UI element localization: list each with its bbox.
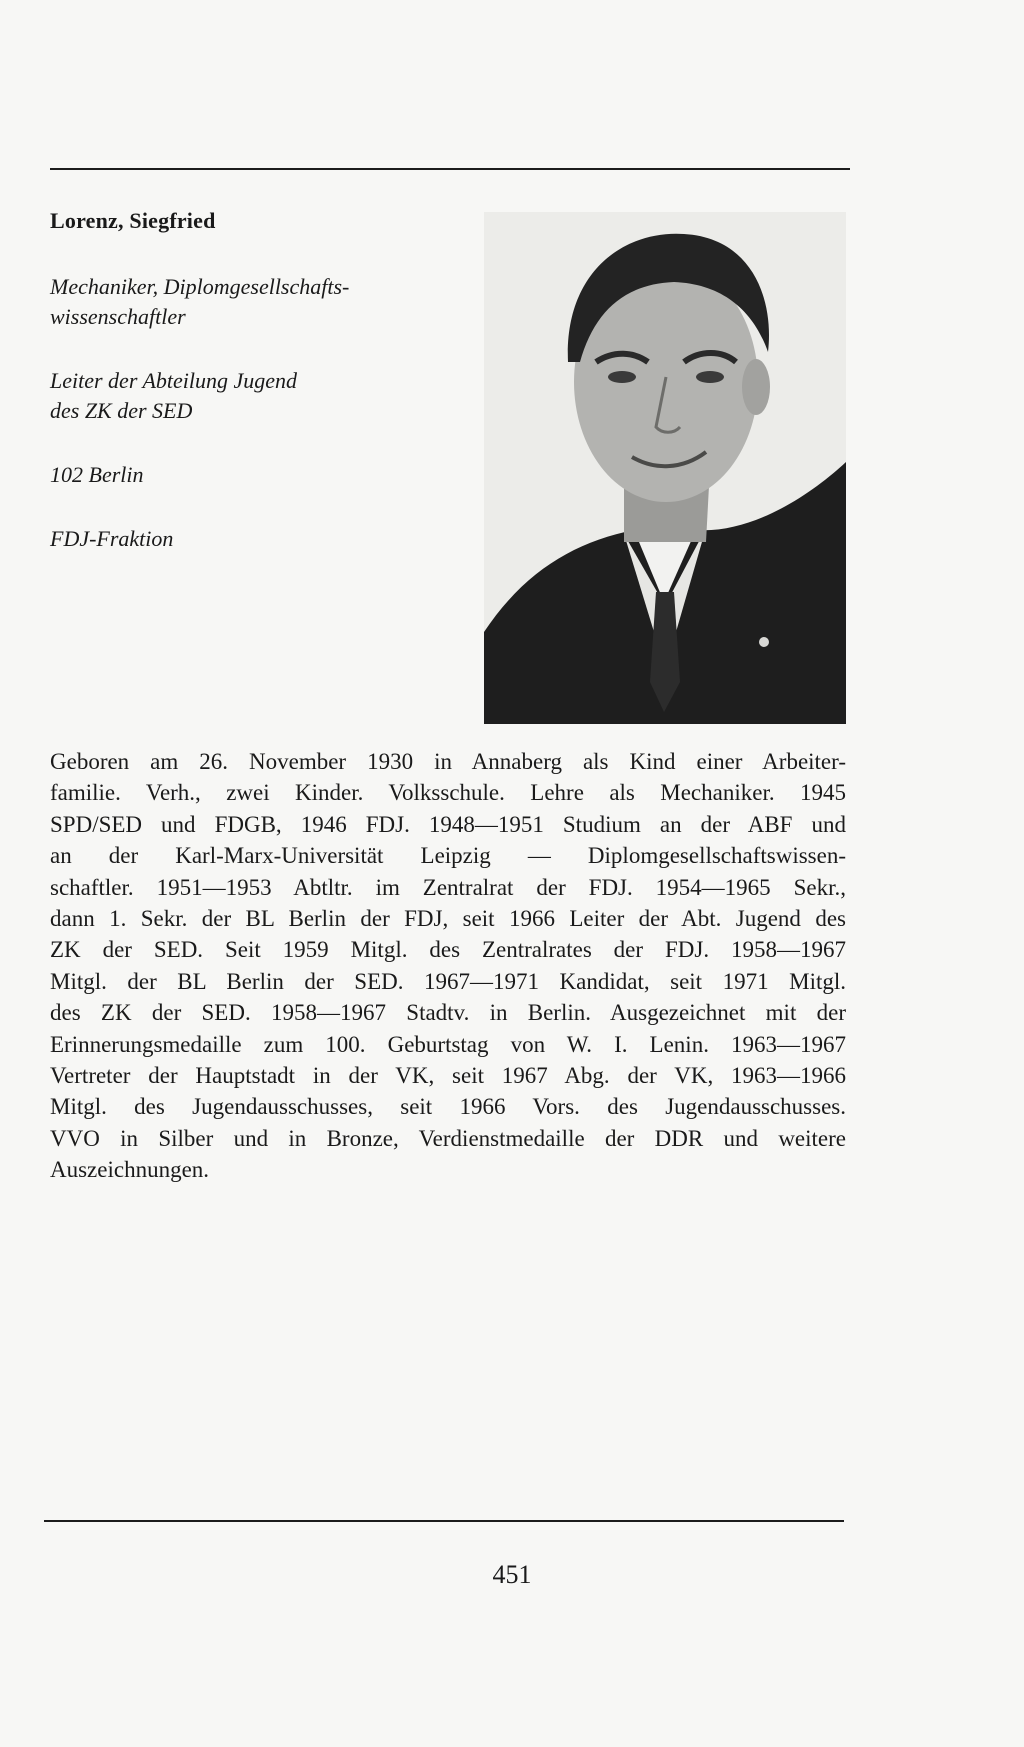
biography-line: schaftler. 1951—1953 Abtltr. im Zentralrat der FDJ. 1954—1965 Sekr.,: [50, 874, 846, 900]
portrait-photo: [484, 212, 846, 724]
biography-line: familie. Verh., zwei Kinder. Volksschule. Lehre als Mechaniker. 1945: [50, 780, 846, 806]
bottom-rule: [44, 1520, 844, 1522]
top-rule: [50, 168, 850, 170]
biography-line: des ZK der SED. 1958—1967 Stadtv. in Berlin. Ausgezeichnet mit der: [50, 1000, 846, 1026]
biography-line: Vertreter der Hauptstadt in der VK, seit 1967 Abg. der VK, 1963—1966: [50, 1063, 846, 1089]
biography-line: SPD/SED und FDGB, 1946 FDJ. 1948—1951 Studium an der ABF und: [50, 811, 846, 837]
profession-line-2: wissenschaftler: [50, 304, 186, 329]
biography-line: Auszeichnungen.: [50, 1157, 210, 1183]
address: 102 Berlin: [50, 462, 144, 487]
biography-line: VVO in Silber und in Bronze, Verdienstmedaille der DDR und weitere: [50, 1125, 846, 1151]
entry-name: Lorenz, Siegfried: [50, 208, 216, 233]
faction: FDJ-Fraktion: [50, 526, 174, 551]
page-number: 451: [492, 1560, 532, 1589]
biography-line: Geboren am 26. November 1930 in Annaberg als Kind einer Arbeiter-: [50, 749, 846, 774]
biography-line: Mitgl. des Jugendausschusses, seit 1966 Vors. des Jugendausschusses.: [50, 1094, 846, 1120]
biography-line: Mitgl. der BL Berlin der SED. 1967—1971 Kandidat, seit 1971 Mitgl.: [50, 968, 846, 994]
biography-line: an der Karl-Marx-Universität Leipzig — Diplomgesellschaftswissen-: [50, 843, 846, 869]
biography-line: ZK der SED. Seit 1959 Mitgl. des Zentralrates der FDJ. 1958—1967: [50, 937, 846, 963]
biography-line: Erinnerungsmedaille zum 100. Geburtstag von W. I. Lenin. 1963—1967: [50, 1031, 846, 1057]
position-line-1: Leiter der Abteilung Jugend: [50, 368, 298, 393]
biography-line: dann 1. Sekr. der BL Berlin der FDJ, seit 1966 Leiter der Abt. Jugend des: [50, 906, 846, 932]
position-line-2: des ZK der SED: [50, 398, 193, 423]
profession-line-1: Mechaniker, Diplomgesellschafts-: [50, 274, 350, 299]
biography-text: [50, 746, 846, 1186]
